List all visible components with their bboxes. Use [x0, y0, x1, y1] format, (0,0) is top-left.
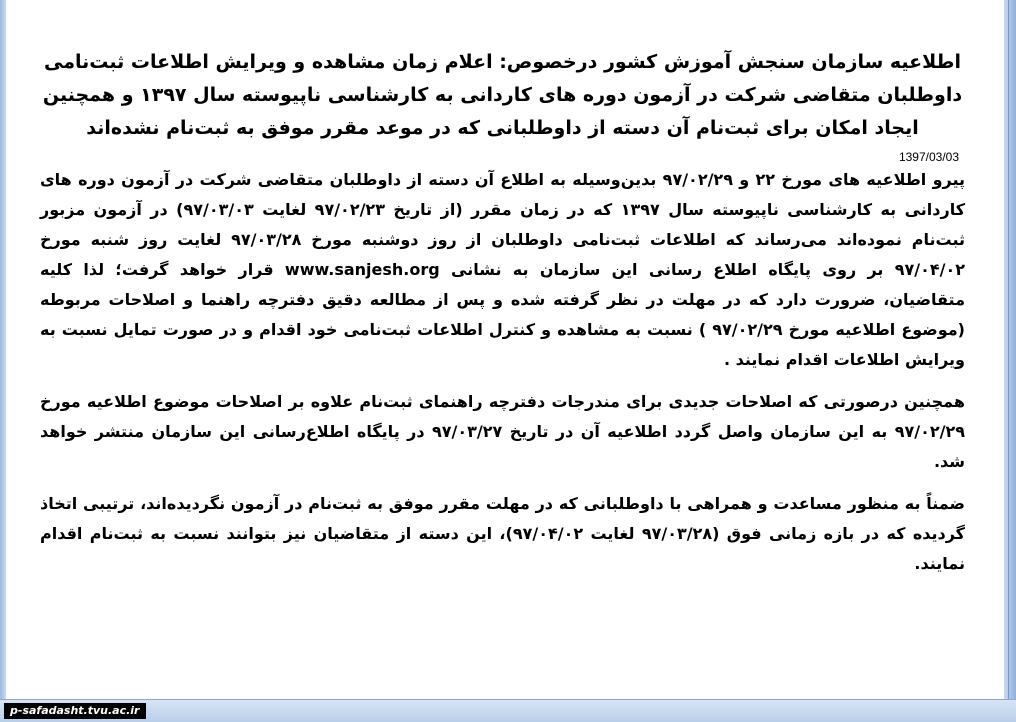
announcement-title: اطلاعیه سازمان سنجش آموزش کشور درخصوص: اعلام زمان مشاهده و ویرایش اطلاعات ثبت‌نامی داوطلبان متقاضی شرکت در آزمون دوره های کاردانی به کارشناسی ناپیوسته سال ۱۳۹۷ و همچنین ایجاد امکان برای ثبت‌نام آن دسته از داوطلبانی که در موعد مقرر موفق به ثبت‌نام نشده‌اند: [42, 51, 963, 139]
announcement-document: [40, 46, 965, 579]
paragraph-3: ضمناً به منظور مساعدت و همراهی با داوطلبانی که در مهلت مقرر موفق به ثبت‌نام در آزمون نگردیده‌اند، ترتیبی اتخاذ گردیده که در بازه زمانی فوق (۹۷/۰۳/۲۸ لغایت ۹۷/۰۴/۰۲)، این دسته از متقاضیان نیز بتوانند نسبت به ثبت‌نام اقدام نمایند.: [40, 494, 965, 573]
paragraph-2: همچنین درصورتی که اصلاحات جدیدی برای مندرجات دفترچه راهنمای ثبت‌نام علاوه بر اصلاحات موضوع اطلاعیه مورخ ۹۷/۰۲/۲۹ به این سازمان واصل گردد اطلاعیه آن در تاریخ ۹۷/۰۳/۲۷ در پایگاه اطلاع‌رسانی این سازمان منتشر خواهد شد.: [40, 392, 965, 471]
site-watermark: p-safadasht.tvu.ac.ir: [4, 703, 146, 719]
paragraph-1: پیرو اطلاعیه های مورخ ۲۲ و ۹۷/۰۲/۲۹ بدین‌وسیله به اطلاع آن دسته از داوطلبان متقاضی شرکت در آزمون دوره های کاردانی به کارشناسی ناپیوسته سال ۱۳۹۷ که در زمان مقرر (از تاریخ ۹۷/۰۲/۲۳ لغایت ۹۷/۰۳/۰۳) در آزمون مزبور ثبت‌نام نموده‌اند می‌رساند که اطلاعات ثبت‌نامی داوطلبان از روز دوشنبه مورخ ۹۷/۰۳/۲۸ لغایت روز شنبه مورخ ۹۷/۰۴/۰۲ بر روی پایگاه اطلاع رسانی این سازمان به نشانی www.sanjesh.org قرار خواهد گرفت؛ لذا کلیه متقاضیان، ضرورت دارد که در مهلت در نظر گرفته شده و پس از مطالعه دقیق دفترچه راهنما و اصلاحات مربوطه (موضوع اطلاعیه مورخ ۹۷/۰۲/۲۹ ) نسبت به مشاهده و کنترل اطلاعات ثبت‌نامی خود اقدام و در صورت تمایل نسبت به ویرایش اطلاعات اقدام نمایند .: [40, 170, 966, 369]
announcement-date: 1397/03/03: [898, 150, 959, 164]
window-border-left: [0, 0, 6, 722]
window-bottom-bar: [0, 699, 1016, 722]
window-border-right: [1004, 0, 1016, 722]
